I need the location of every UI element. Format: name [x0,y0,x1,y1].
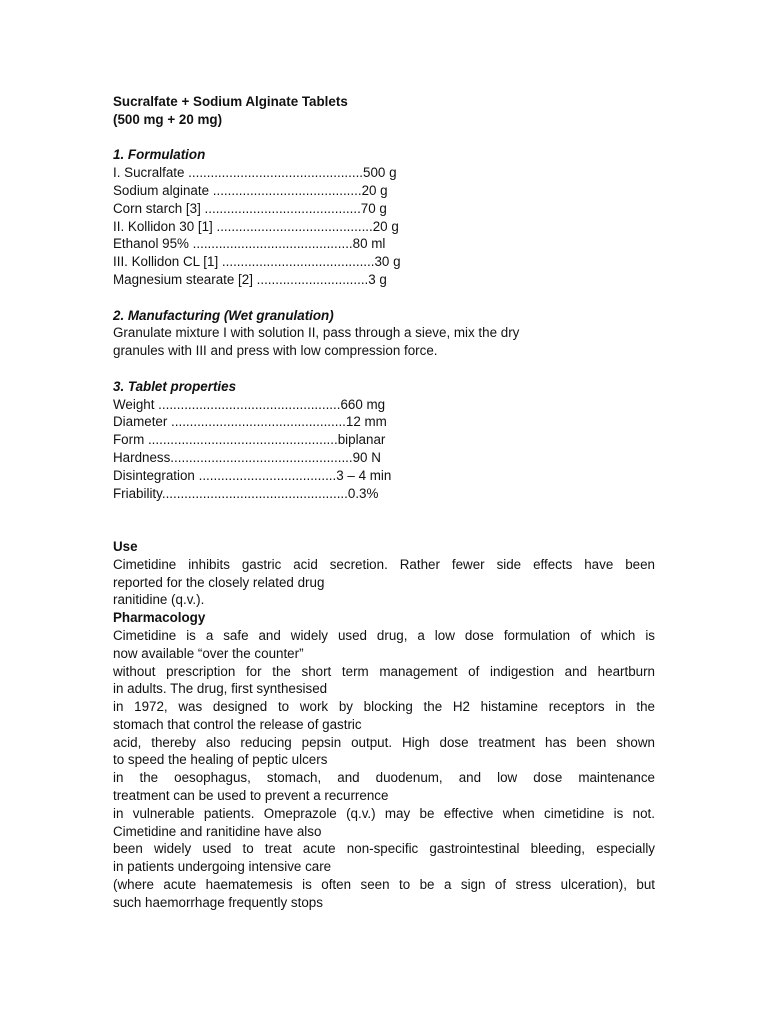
use-line: Cimetidine inhibits gastric acid secretion. Rather fewer side effects have been [113,556,655,572]
use-heading: Use [113,538,138,554]
pharmacology-line: in vulnerable patients. Omeprazole (q.v.) may be effective when cimetidine is not. [113,805,655,821]
pharmacology-line: without prescription for the short term management of indigestion and heartburn [113,663,655,679]
pharmacology-line: such haemorrhage frequently stops [113,894,323,910]
formulation-section [113,146,655,288]
formulation-item: III. Kollidon CL [1] .........................................30 g [113,254,401,270]
pharmacology-line: stomach that control the release of gastric [113,716,362,732]
formulation-item: Sodium alginate ........................................20 g [113,182,388,198]
formulation-item: Magnesium stearate [2] ..............................3 g [113,271,387,287]
manufacturing-heading: 2. Manufacturing (Wet granulation) [113,307,334,323]
tablet-properties-heading: 3. Tablet properties [113,378,237,394]
manufacturing-line: granules with III and press with low compression force. [113,343,438,359]
formulation-item: Ethanol 95% ...........................................80 ml [113,236,386,252]
pharmacology-heading: Pharmacology [113,610,206,626]
use-line: ranitidine (q.v.). [113,592,205,608]
document-page [113,93,655,912]
pharmacology-line: to speed the healing of peptic ulcers [113,752,328,768]
pharmacology-line: in 1972, was designed to work by blocking the H2 histamine receptors in the [113,699,655,715]
formulation-heading: 1. Formulation [113,147,206,163]
use-line: reported for the closely related drug [113,574,325,590]
pharmacology-line: treatment can be used to prevent a recurrence [113,788,389,804]
manufacturing-section [113,307,655,360]
pharmacology-line: in patients undergoing intensive care [113,859,332,875]
pharmacology-line: now available “over the counter” [113,645,304,661]
title-line-1: Sucralfate + Sodium Alginate Tablets [113,94,348,109]
formulation-item: I. Sucralfate ...............................................500 g [113,165,397,181]
title-line-2: (500 mg + 20 mg) [113,111,223,127]
document-title [113,93,655,129]
tablet-properties-section [113,378,655,503]
pharmacology-line: in adults. The drug, first synthesised [113,681,328,697]
pharmacology-line: been widely used to treat acute non-specific gastrointestinal bleeding, especially [113,841,655,857]
tablet-property-item: Form ...................................................biplanar [113,432,386,448]
tablet-property-item: Weight .................................................660 mg [113,396,386,412]
pharmacology-line: Cimetidine is a safe and widely used drug, a low dose formulation of which is [113,627,655,643]
use-section [113,538,655,609]
formulation-item: Corn starch [3] ..........................................70 g [113,200,387,216]
manufacturing-line: Granulate mixture I with solution II, pass through a sieve, mix the dry [113,325,520,341]
tablet-property-item: Friability..................................................0.3% [113,485,379,501]
pharmacology-line: (where acute haematemesis is often seen to be a sign of stress ulceration), but [113,877,655,893]
pharmacology-line: acid, thereby also reducing pepsin output. High dose treatment has been shown [113,734,655,750]
tablet-property-item: Disintegration .....................................3 – 4 min [113,467,392,483]
formulation-item: II. Kollidon 30 [1] ..........................................20 g [113,218,399,234]
pharmacology-line: Cimetidine and ranitidine have also [113,823,322,839]
tablet-property-item: Diameter ...............................................12 mm [113,414,387,430]
tablet-property-item: Hardness.................................................90 N [113,449,381,465]
pharmacology-section [113,609,655,912]
pharmacology-line: in the oesophagus, stomach, and duodenum, and low dose maintenance [113,770,655,786]
